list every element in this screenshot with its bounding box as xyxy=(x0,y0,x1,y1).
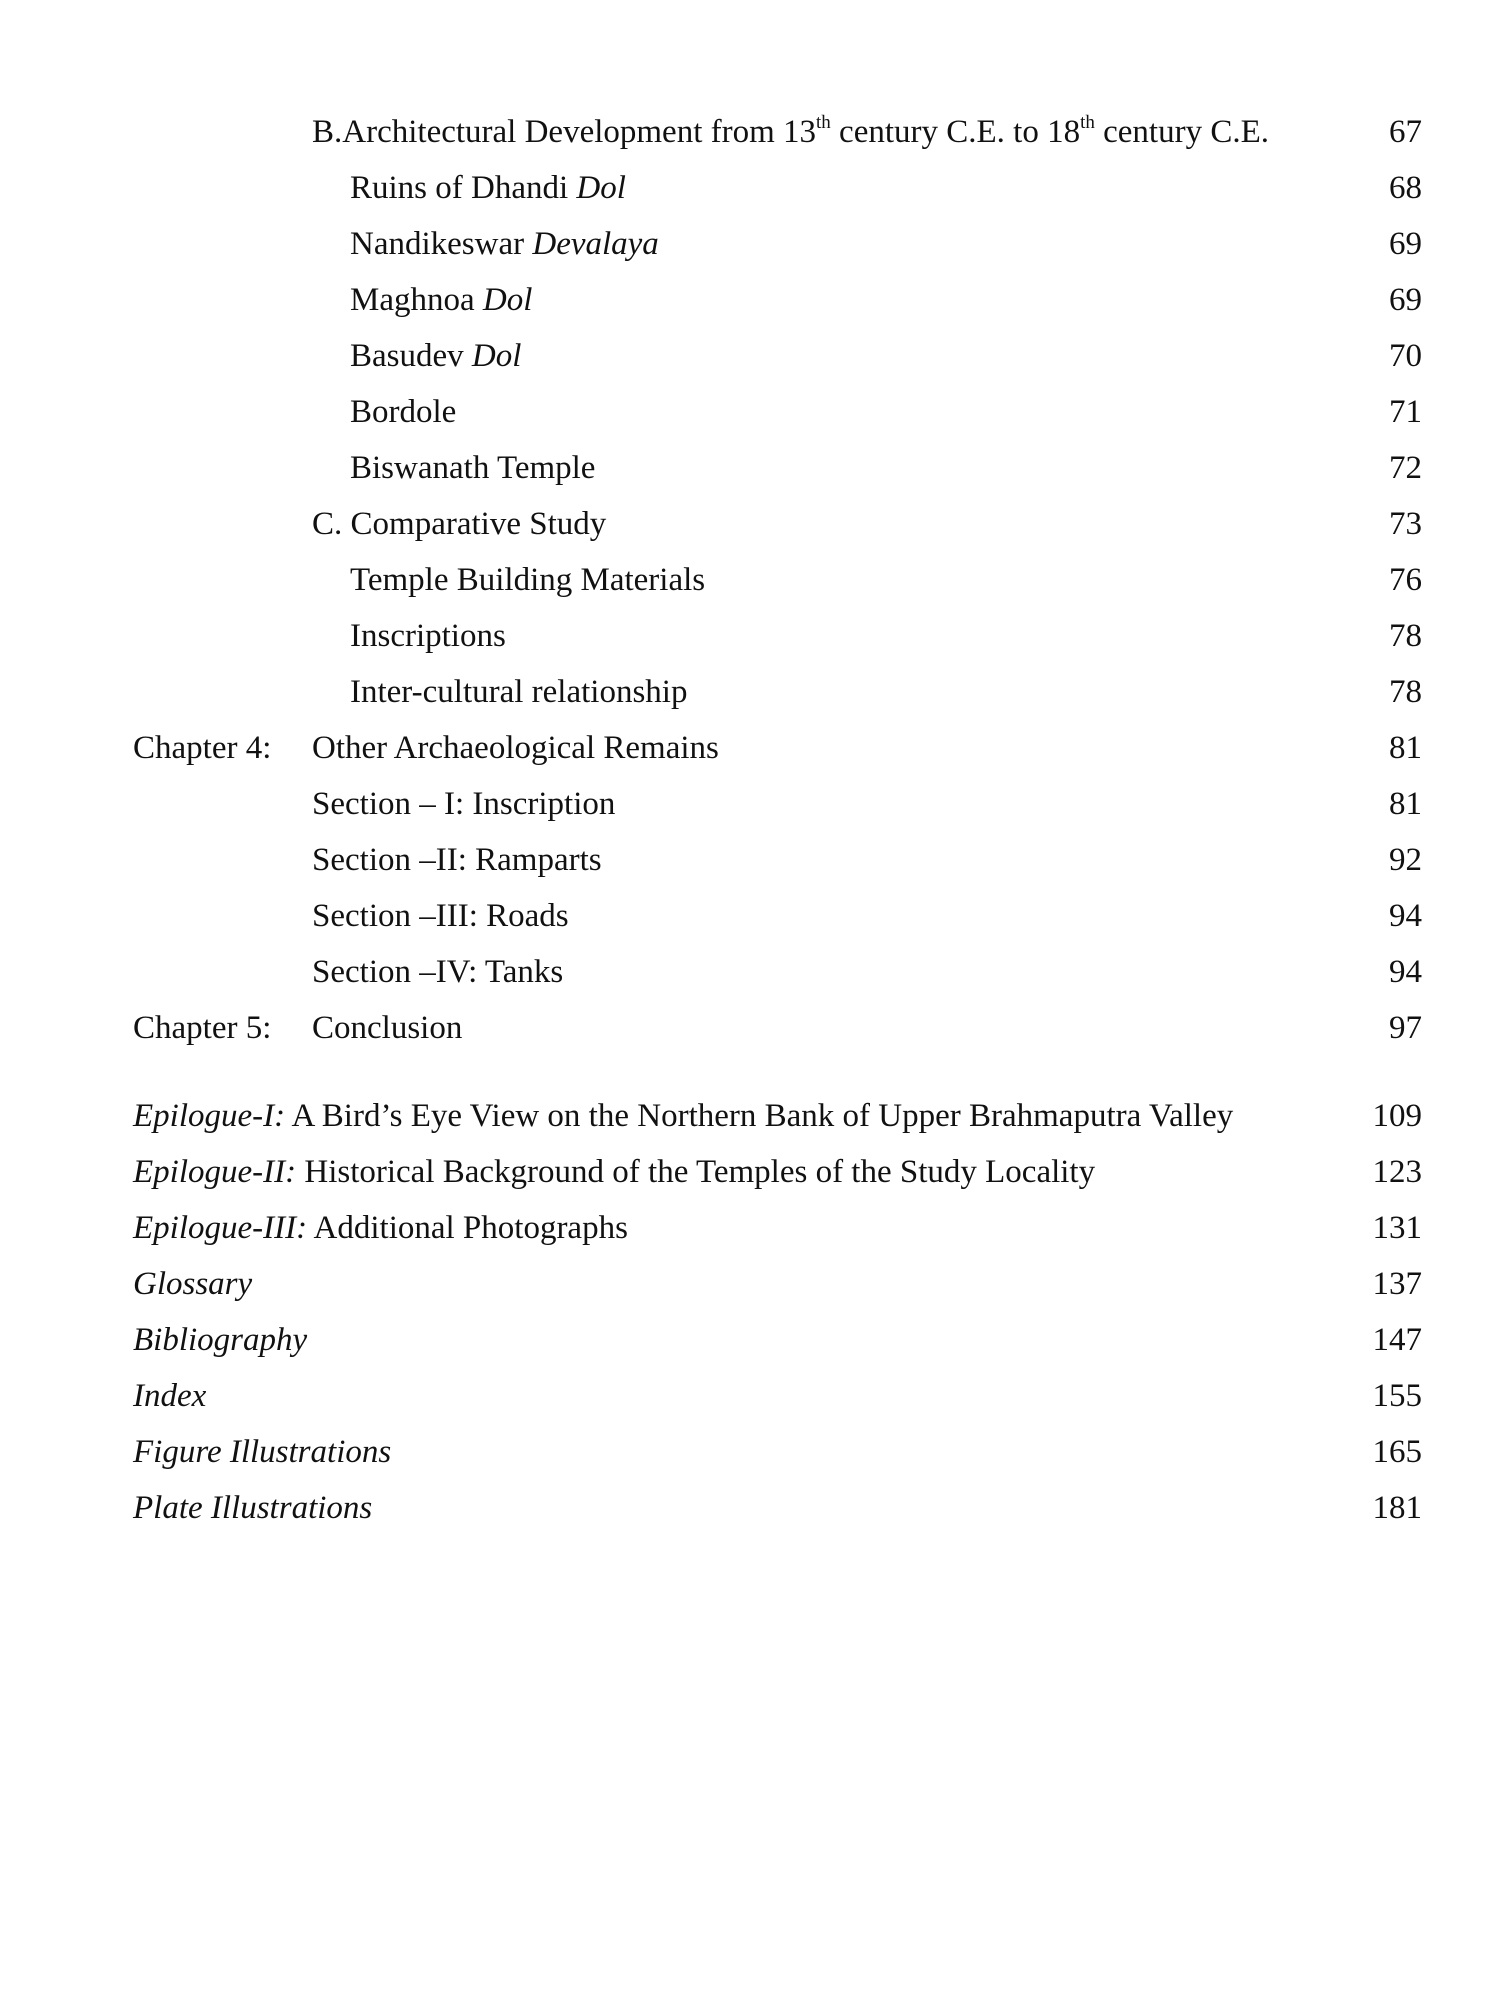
toc-entry-title: Conclusion xyxy=(312,1010,463,1046)
toc-plate-illustrations xyxy=(0,1480,1500,1536)
toc-page-number: 68 xyxy=(1389,170,1422,206)
toc-page-number: 72 xyxy=(1389,450,1422,486)
toc-entry-title: Inscriptions xyxy=(350,618,506,654)
toc-entry xyxy=(0,272,1500,328)
toc-entry xyxy=(0,664,1500,720)
toc-chapter-label: Chapter 4: xyxy=(133,730,272,766)
toc-entry-title: Figure Illustrations xyxy=(133,1434,392,1470)
toc-entry xyxy=(0,832,1500,888)
toc-page-number: 69 xyxy=(1389,226,1422,262)
toc-page-number: 94 xyxy=(1389,954,1422,990)
toc-entry-title: Basudev Dol xyxy=(350,338,522,374)
toc-entry-title: Ruins of Dhandi Dol xyxy=(350,170,626,206)
toc-index xyxy=(0,1368,1500,1424)
toc-section-b xyxy=(0,104,1500,160)
toc-entry xyxy=(0,888,1500,944)
toc-entry-title: Index xyxy=(133,1378,207,1414)
toc-page-number: 78 xyxy=(1389,618,1422,654)
toc-entry xyxy=(0,216,1500,272)
toc-entry-title: Other Archaeological Remains xyxy=(312,730,719,766)
toc-page-number: 67 xyxy=(1389,114,1422,150)
toc-entry-title: Nandikeswar Devalaya xyxy=(350,226,659,262)
toc-page-number: 69 xyxy=(1389,282,1422,318)
toc-entry-title: Epilogue-I: A Bird’s Eye View on the Northern Bank of Upper Brahmaputra Valley xyxy=(133,1098,1234,1134)
toc-entry-title: B.Architectural Development from 13th century C.E. to 18th century C.E. xyxy=(312,112,1269,150)
toc-page-number: 109 xyxy=(1372,1098,1422,1134)
toc-page-number: 181 xyxy=(1372,1490,1422,1526)
toc-entry-title: Section –III: Roads xyxy=(312,898,569,934)
toc-entry-title: Maghnoa Dol xyxy=(350,282,533,318)
toc-epilogue-1 xyxy=(0,1088,1500,1144)
toc-page-number: 73 xyxy=(1389,506,1422,542)
toc-page-number: 92 xyxy=(1389,842,1422,878)
toc-page-number: 78 xyxy=(1389,674,1422,710)
toc-entry xyxy=(0,440,1500,496)
toc-entry xyxy=(0,608,1500,664)
toc-chapter-4 xyxy=(0,720,1500,776)
toc-page-number: 165 xyxy=(1372,1434,1422,1470)
toc-entry-title: Temple Building Materials xyxy=(350,562,706,598)
toc-figure-illustrations xyxy=(0,1424,1500,1480)
toc-page-number: 97 xyxy=(1389,1010,1422,1046)
toc-entry-title: Bibliography xyxy=(133,1322,308,1358)
toc-chapter-5 xyxy=(0,1000,1500,1056)
toc-section-c xyxy=(0,496,1500,552)
toc-entry xyxy=(0,776,1500,832)
toc-glossary xyxy=(0,1256,1500,1312)
toc-entry-title: Glossary xyxy=(133,1266,253,1302)
toc-entry-title: Plate Illustrations xyxy=(133,1490,373,1526)
toc-page-number: 81 xyxy=(1389,786,1422,822)
toc-entry-title: Section – I: Inscription xyxy=(312,786,616,822)
toc-chapter-label: Chapter 5: xyxy=(133,1010,272,1046)
toc-epilogue-3 xyxy=(0,1200,1500,1256)
toc-page-number: 131 xyxy=(1372,1210,1422,1246)
toc-page-number: 71 xyxy=(1389,394,1422,430)
toc-bibliography xyxy=(0,1312,1500,1368)
toc-entry xyxy=(0,944,1500,1000)
toc-page-number: 123 xyxy=(1372,1154,1422,1190)
toc-entry xyxy=(0,384,1500,440)
toc-entry xyxy=(0,328,1500,384)
toc-page-number: 70 xyxy=(1389,338,1422,374)
toc-entry-title: Section –II: Ramparts xyxy=(312,842,602,878)
toc-entry xyxy=(0,552,1500,608)
toc-entry-title: Section –IV: Tanks xyxy=(312,954,564,990)
toc-entry-title: Epilogue-II: Historical Background of the Temples of the Study Locality xyxy=(133,1154,1096,1190)
toc-page-number: 76 xyxy=(1389,562,1422,598)
toc-entry-title: Biswanath Temple xyxy=(350,450,596,486)
toc-entry xyxy=(0,160,1500,216)
toc-entry-title: Epilogue-III: Additional Photographs xyxy=(133,1210,628,1246)
toc-entry-title: Inter-cultural relationship xyxy=(350,674,688,710)
toc-page-number: 137 xyxy=(1372,1266,1422,1302)
toc-page-number: 147 xyxy=(1372,1322,1422,1358)
toc-page-number: 155 xyxy=(1372,1378,1422,1414)
toc-page-number: 81 xyxy=(1389,730,1422,766)
toc-epilogue-2 xyxy=(0,1144,1500,1200)
toc-page-number: 94 xyxy=(1389,898,1422,934)
toc-entry-title: Bordole xyxy=(350,394,457,430)
toc-entry-title: C. Comparative Study xyxy=(312,506,607,542)
